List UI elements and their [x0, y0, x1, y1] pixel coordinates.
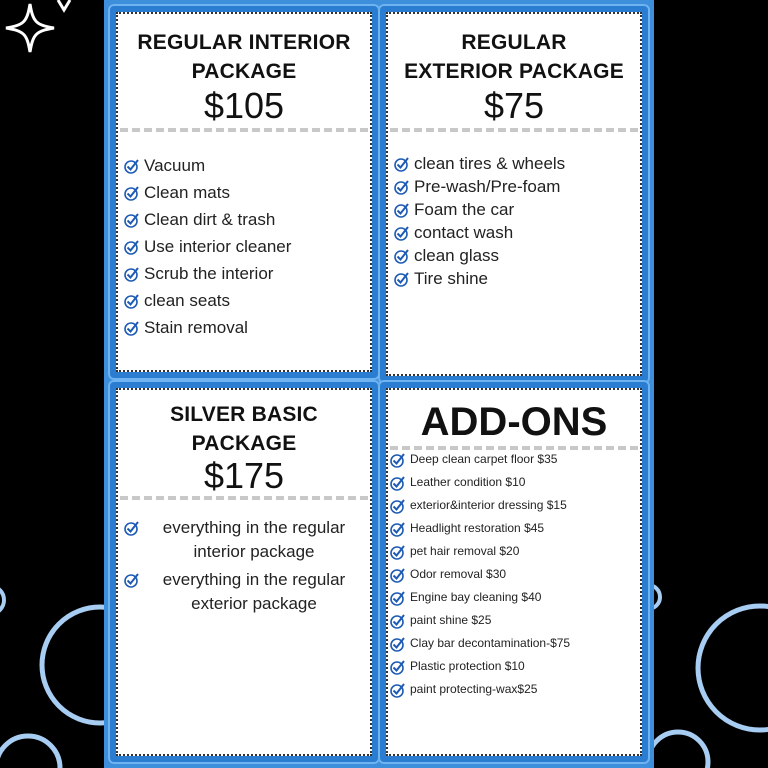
check-icon: [124, 239, 140, 255]
exterior-items: [394, 152, 640, 290]
sparkle-icon: [6, 4, 54, 52]
list-item: Stain removal: [124, 314, 370, 341]
check-icon: [394, 248, 410, 264]
list-item: Leather condition $10: [390, 471, 640, 494]
check-icon: [394, 179, 410, 195]
check-icon: [390, 521, 406, 537]
list-item: Tire shine: [394, 267, 640, 290]
list-item: Engine bay cleaning $40: [390, 586, 640, 609]
check-icon: [390, 452, 406, 468]
bubble-right-large: [698, 606, 768, 730]
check-icon: [394, 202, 410, 218]
check-icon: [390, 590, 406, 606]
divider: [120, 128, 368, 132]
bubble-right-bottom: [648, 732, 708, 768]
check-icon: [390, 659, 406, 675]
check-icon: [124, 158, 140, 174]
list-item: Vacuum: [124, 152, 370, 179]
check-icon: [124, 520, 140, 536]
check-icon: [124, 293, 140, 309]
check-icon: [124, 185, 140, 201]
list-item: Odor removal $30: [390, 563, 640, 586]
list-item: Deep clean carpet floor $35: [390, 448, 640, 471]
list-item: paint shine $25: [390, 609, 640, 632]
list-item: pet hair removal $20: [390, 540, 640, 563]
bubble-left-bottom: [0, 736, 60, 768]
check-icon: [390, 475, 406, 491]
list-item: Clean dirt & trash: [124, 206, 370, 233]
list-item: contact wash: [394, 221, 640, 244]
bubble-left-edge: [0, 586, 4, 614]
interior-package-card: [108, 4, 380, 380]
check-icon: [390, 544, 406, 560]
check-icon: [390, 682, 406, 698]
list-item: everything in the regular interior package: [124, 516, 364, 564]
list-item: clean seats: [124, 287, 370, 314]
check-icon: [390, 498, 406, 514]
check-icon: [390, 636, 406, 652]
list-item: Pre-wash/Pre-foam: [394, 175, 640, 198]
check-icon: [390, 567, 406, 583]
list-item: clean glass: [394, 244, 640, 267]
check-icon: [124, 320, 140, 336]
list-item: exterior&interior dressing $15: [390, 494, 640, 517]
divider: [390, 128, 638, 132]
check-icon: [124, 572, 140, 588]
check-icon: [124, 266, 140, 282]
check-icon: [390, 613, 406, 629]
list-item: Use interior cleaner: [124, 233, 370, 260]
list-item: Foam the car: [394, 198, 640, 221]
silver-package-card: [108, 380, 380, 764]
list-item: everything in the regular exterior package: [124, 568, 364, 616]
check-icon: [394, 271, 410, 287]
exterior-package-card: [378, 4, 650, 384]
list-item: paint protecting-wax$25: [390, 678, 640, 701]
list-item: Scrub the interior: [124, 260, 370, 287]
exterior-package-price: $75: [483, 85, 545, 126]
silver-package-title: SILVER BASIC PACKAGE: [170, 403, 318, 455]
list-item: Plastic protection $10: [390, 655, 640, 678]
list-item: clean tires & wheels: [394, 152, 640, 175]
check-icon: [124, 212, 140, 228]
interior-items: [124, 152, 370, 341]
check-icon: [394, 225, 410, 241]
sparkle-fragment-icon: [58, 0, 70, 10]
check-icon: [394, 156, 410, 172]
addons-card: [378, 380, 650, 764]
interior-package-title: REGULAR INTERIOR PACKAGE: [137, 31, 351, 83]
divider: [120, 496, 368, 500]
list-item: Clay bar decontamination-$75: [390, 632, 640, 655]
list-item: Headlight restoration $45: [390, 517, 640, 540]
interior-package-price: $105: [203, 85, 285, 126]
addons-items: [390, 448, 640, 701]
addons-title: ADD-ONS: [420, 400, 608, 444]
silver-items: [124, 516, 364, 616]
list-item: Clean mats: [124, 179, 370, 206]
silver-package-price: $175: [203, 455, 285, 496]
exterior-package-title: REGULAR EXTERIOR PACKAGE: [404, 31, 624, 83]
